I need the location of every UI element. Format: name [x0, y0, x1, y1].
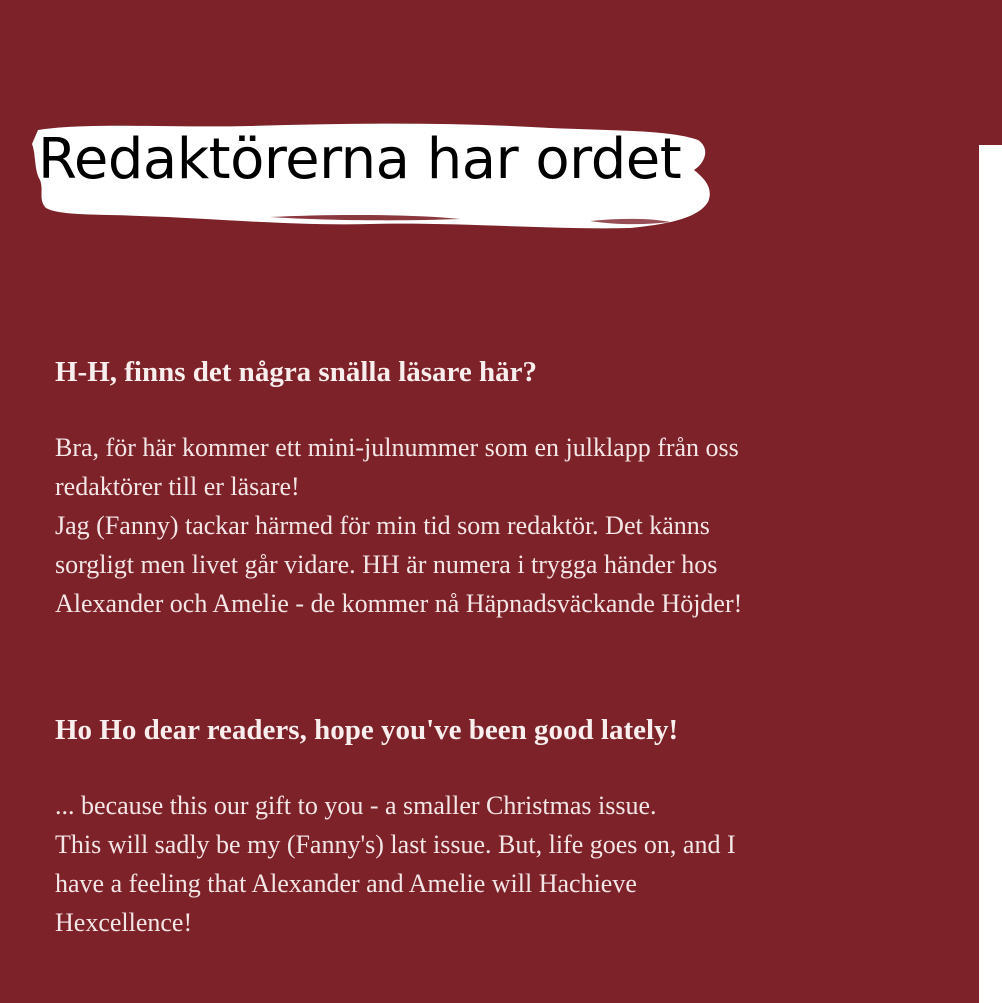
swedish-heading: H-H, finns det några snälla läsare här? — [55, 356, 538, 388]
english-line: This will sadly be my (Fanny's) last issue. But, life goes on, and I — [55, 830, 736, 859]
swedish-line: Jag (Fanny) tackar härmed för min tid som redaktör. Det känns — [55, 511, 710, 540]
swedish-line: redaktörer till er läsare! — [55, 472, 300, 501]
swedish-line: Alexander och Amelie - de kommer nå Häpnadsväckande Höjder! — [55, 589, 743, 618]
title-banner — [30, 118, 730, 238]
page-title: Redaktörerna har ordet — [38, 127, 682, 192]
swedish-line: sorgligt men livet går vidare. HH är numera i trygga händer hos — [55, 550, 718, 579]
english-heading: Ho Ho dear readers, hope you've been good lately! — [55, 714, 679, 746]
english-line: Hexcellence! — [55, 908, 193, 937]
english-section — [55, 712, 935, 942]
english-line: have a feeling that Alexander and Amelie will Hachieve — [55, 869, 637, 898]
swedish-line: Bra, för här kommer ett mini-julnummer som en julklapp från oss — [55, 433, 739, 462]
english-line: ... because this our gift to you - a smaller Christmas issue. — [55, 791, 657, 820]
english-body — [55, 786, 935, 942]
swedish-body — [55, 428, 935, 623]
page-edge-strip — [979, 145, 1002, 1003]
swedish-section — [55, 354, 935, 623]
